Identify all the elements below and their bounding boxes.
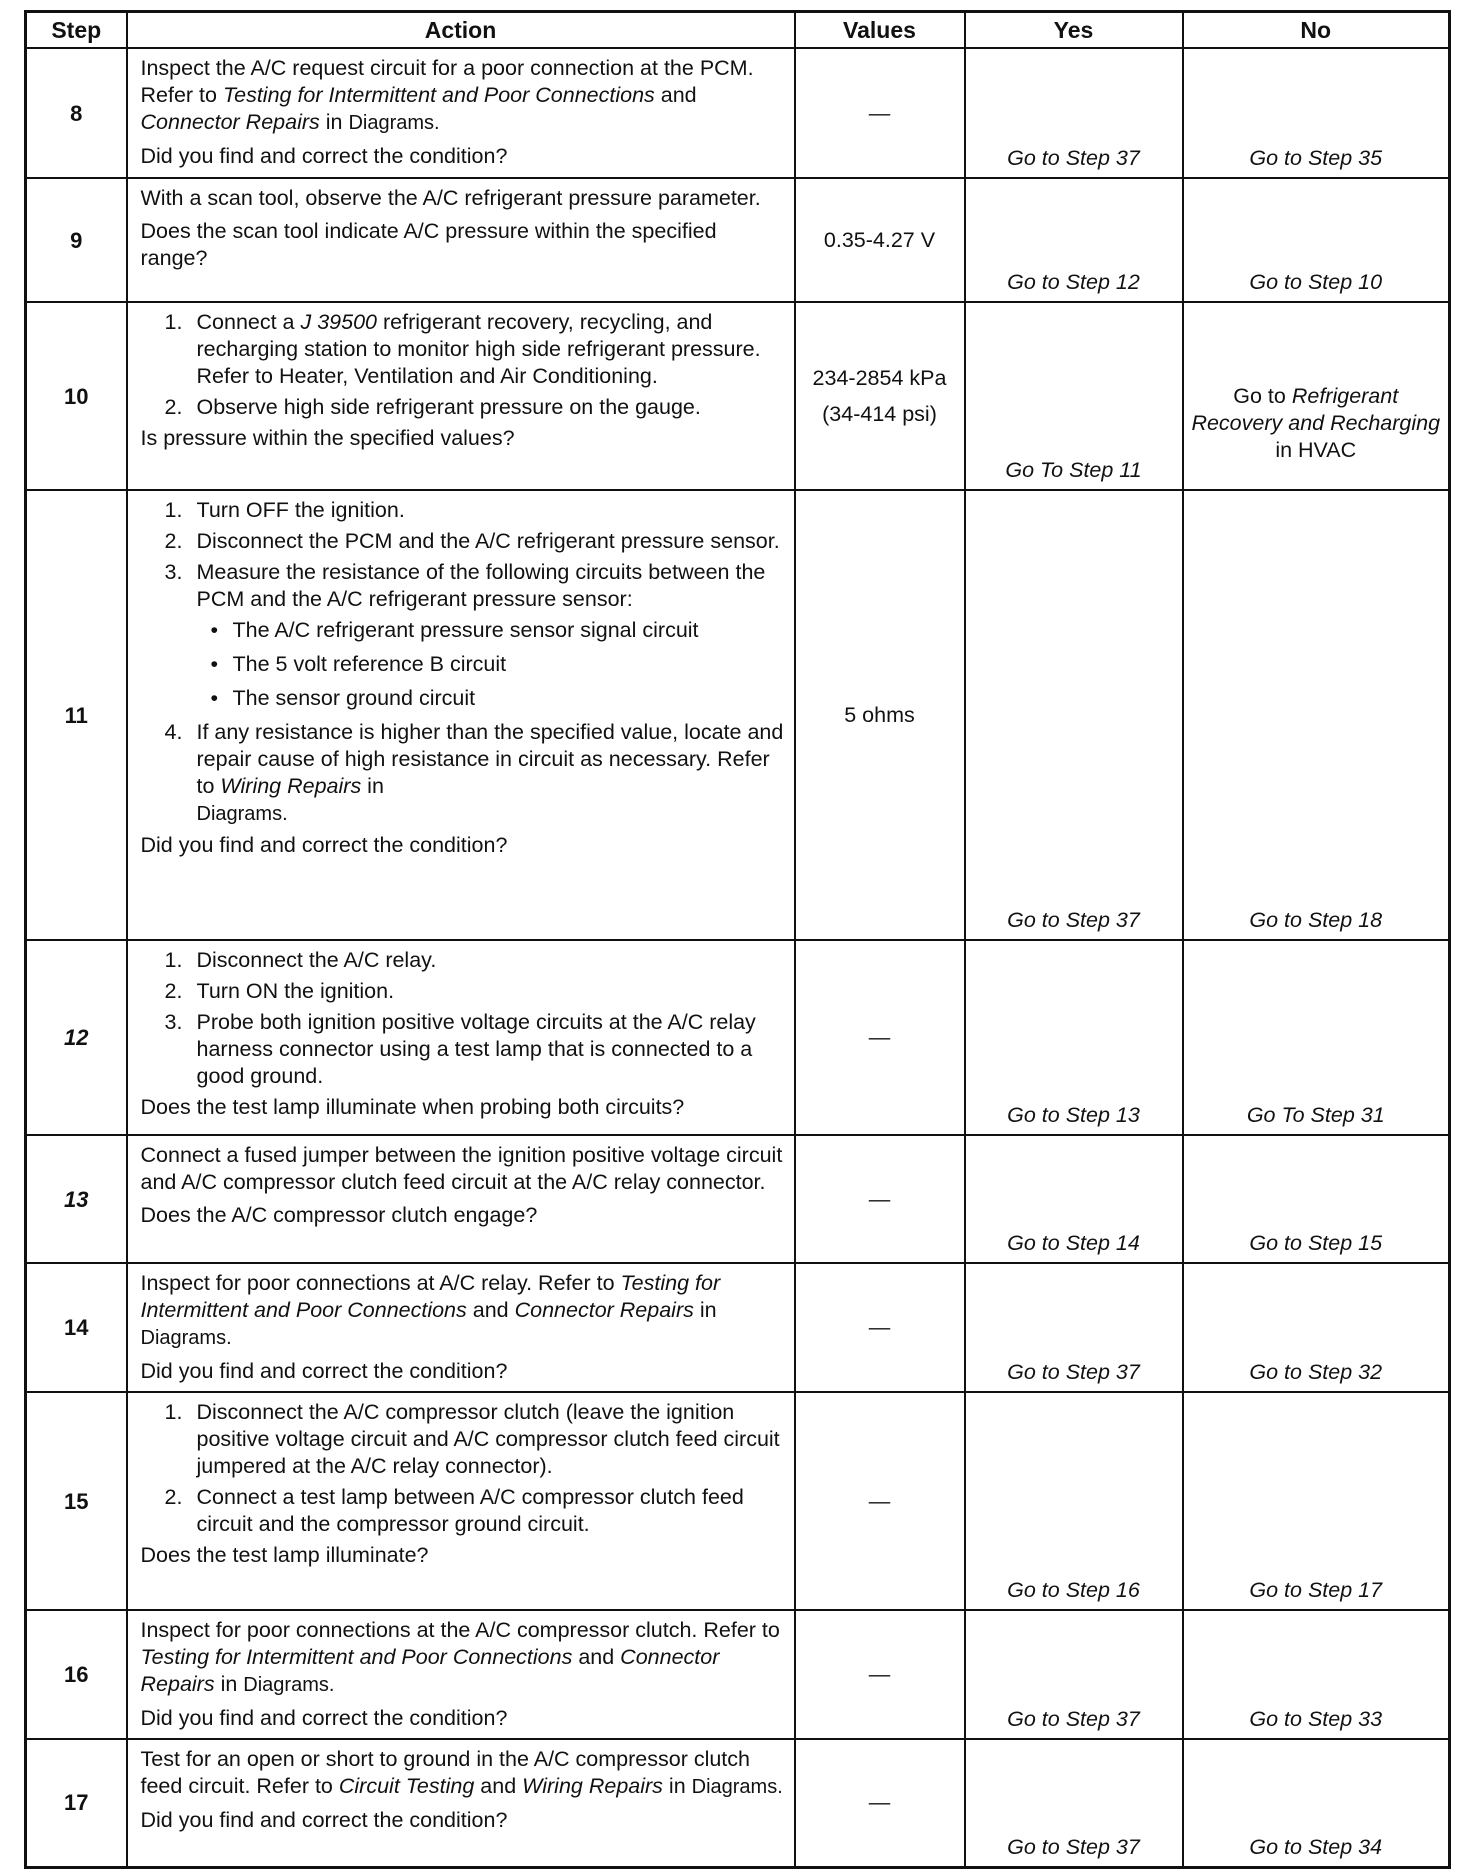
instruction-item: 3. Measure the resistance of the following circuits between the PCM and the A/C refrigerant pressure sensor: • The A/C refrigerant pressure sensor signal circuit • The 5 volt reference B circuit • The sensor ground circuit bbox=[141, 559, 786, 712]
instruction-item: 1. Connect a J 39500 refrigerant recovery, recycling, and recharging station to monitor high side refrigerant pressure. Refer to Heater, Ventilation and Air Conditioning. bbox=[164, 310, 761, 388]
action-text: With a scan tool, observe the A/C refrigerant pressure parameter. bbox=[140, 186, 761, 210]
table-row bbox=[26, 178, 1450, 302]
instruction-list bbox=[141, 497, 786, 828]
step-number: 15 bbox=[26, 1392, 127, 1610]
no-cell: Go to Step 15 bbox=[1183, 1135, 1450, 1263]
values-cell: — bbox=[795, 1739, 965, 1867]
action-cell bbox=[127, 48, 795, 178]
action-text: Inspect for poor connections at A/C relay. Refer to Testing for Intermittent and Poor Connections and Connector Repairs in Diagrams. bbox=[140, 1271, 721, 1349]
values-cell: 5 ohms bbox=[795, 490, 965, 940]
diagnostic-table bbox=[24, 10, 1451, 1869]
table-row bbox=[26, 302, 1450, 490]
header-row bbox=[26, 12, 1450, 49]
yes-cell: Go to Step 37 bbox=[965, 48, 1183, 178]
circuit-list bbox=[197, 617, 786, 712]
circuit-item: • The sensor ground circuit bbox=[197, 685, 786, 712]
step-number: 17 bbox=[26, 1739, 127, 1867]
no-cell: Go to Step 35 bbox=[1183, 48, 1450, 178]
no-cell: Go to Refrigerant Recovery and Recharging in HVAC bbox=[1183, 302, 1450, 490]
step-number: 12 bbox=[26, 940, 127, 1135]
step-number: 11 bbox=[26, 490, 127, 940]
yes-cell: Go to Step 37 bbox=[965, 1263, 1183, 1392]
instruction-item: 1. Turn OFF the ignition. bbox=[164, 498, 405, 522]
no-cell: Go to Step 17 bbox=[1183, 1392, 1450, 1610]
instruction-list bbox=[141, 1399, 786, 1538]
no-cell: Go to Step 18 bbox=[1183, 490, 1450, 940]
no-cell: Go to Step 10 bbox=[1183, 178, 1450, 302]
no-cell: Go To Step 31 bbox=[1183, 940, 1450, 1135]
yes-cell: Go to Step 14 bbox=[965, 1135, 1183, 1263]
step-number: 8 bbox=[26, 48, 127, 178]
action-text: Inspect for poor connections at the A/C compressor clutch. Refer to Testing for Intermittent and Poor Connections and Connector Repairs in Diagrams. bbox=[140, 1618, 780, 1696]
step-number: 16 bbox=[26, 1610, 127, 1739]
action-cell bbox=[127, 1263, 795, 1392]
diagnostic-table-page bbox=[24, 10, 1448, 1869]
circuit-item: • The 5 volt reference B circuit bbox=[197, 651, 786, 678]
yes-cell: Go to Step 37 bbox=[965, 1739, 1183, 1867]
table-row bbox=[26, 1135, 1450, 1263]
action-question: Did you find and correct the condition? bbox=[140, 1706, 508, 1730]
action-cell bbox=[127, 490, 795, 940]
action-cell bbox=[127, 178, 795, 302]
instruction-item: 4. If any resistance is higher than the specified value, locate and repair cause of high resistance in circuit as necessary. Refer to Wiring Repairs in Diagrams. bbox=[164, 720, 784, 825]
values-cell: — bbox=[795, 1392, 965, 1610]
yes-cell: Go to Step 16 bbox=[965, 1392, 1183, 1610]
yes-cell: Go to Step 12 bbox=[965, 178, 1183, 302]
yes-cell: Go To Step 11 bbox=[965, 302, 1183, 490]
values-cell: — bbox=[795, 1610, 965, 1739]
action-cell bbox=[127, 1135, 795, 1263]
action-text: Connect a fused jumper between the ignition positive voltage circuit and A/C compressor clutch feed circuit at the A/C relay connector. bbox=[140, 1143, 783, 1194]
action-question: Did you find and correct the condition? bbox=[140, 833, 508, 857]
value-psi: (34-414 psi) bbox=[822, 402, 937, 426]
no-cell: Go to Step 34 bbox=[1183, 1739, 1450, 1867]
table-row bbox=[26, 1610, 1450, 1739]
values-cell: — bbox=[795, 940, 965, 1135]
step-number: 10 bbox=[26, 302, 127, 490]
action-question: Is pressure within the specified values? bbox=[140, 426, 515, 450]
action-text: Inspect the A/C request circuit for a poor connection at the PCM. Refer to Testing for Intermittent and Poor Connections and Connector Repairs in Diagrams. bbox=[140, 56, 754, 134]
action-text: Test for an open or short to ground in the A/C compressor clutch feed circuit. Refer to Circuit Testing and Wiring Repairs in Diagrams. bbox=[140, 1747, 783, 1798]
table-row bbox=[26, 1392, 1450, 1610]
instruction-item: 3. Probe both ignition positive voltage circuits at the A/C relay harness connector using a test lamp that is connected to a good ground. bbox=[164, 1010, 756, 1088]
values-cell bbox=[795, 302, 965, 490]
values-cell: 0.35-4.27 V bbox=[795, 178, 965, 302]
step-number: 14 bbox=[26, 1263, 127, 1392]
instruction-item: 1. Disconnect the A/C compressor clutch (leave the ignition positive voltage circuit and A/C compressor clutch feed circuit jumpered at the A/C relay connector). bbox=[164, 1400, 780, 1478]
instruction-item: 2. Connect a test lamp between A/C compressor clutch feed circuit and the compressor ground circuit. bbox=[164, 1485, 744, 1536]
action-question: Does the A/C compressor clutch engage? bbox=[140, 1203, 538, 1227]
action-cell bbox=[127, 1739, 795, 1867]
table-row bbox=[26, 490, 1450, 940]
yes-cell: Go to Step 37 bbox=[965, 1610, 1183, 1739]
header-values: Values bbox=[795, 12, 965, 49]
table-row bbox=[26, 1739, 1450, 1867]
value-kpa: 234-2854 kPa bbox=[812, 366, 947, 390]
header-yes: Yes bbox=[965, 12, 1183, 49]
yes-cell: Go to Step 13 bbox=[965, 940, 1183, 1135]
yes-cell: Go to Step 37 bbox=[965, 490, 1183, 940]
circuit-item: • The A/C refrigerant pressure sensor signal circuit bbox=[197, 617, 786, 644]
action-cell bbox=[127, 940, 795, 1135]
values-cell: — bbox=[795, 1135, 965, 1263]
action-question: Does the scan tool indicate A/C pressure within the specified range? bbox=[140, 219, 717, 270]
action-question: Does the test lamp illuminate when probing both circuits? bbox=[140, 1095, 685, 1119]
action-cell bbox=[127, 1392, 795, 1610]
action-cell bbox=[127, 1610, 795, 1739]
table-row bbox=[26, 1263, 1450, 1392]
instruction-list bbox=[141, 309, 786, 421]
header-no: No bbox=[1183, 12, 1450, 49]
no-cell: Go to Step 33 bbox=[1183, 1610, 1450, 1739]
action-question: Did you find and correct the condition? bbox=[140, 1359, 508, 1383]
action-question: Does the test lamp illuminate? bbox=[140, 1543, 429, 1567]
header-step: Step bbox=[26, 12, 127, 49]
action-question: Did you find and correct the condition? bbox=[140, 144, 508, 168]
step-number: 9 bbox=[26, 178, 127, 302]
step-number: 13 bbox=[26, 1135, 127, 1263]
instruction-item: 2. Disconnect the PCM and the A/C refrigerant pressure sensor. bbox=[164, 529, 780, 553]
no-cell: Go to Step 32 bbox=[1183, 1263, 1450, 1392]
instruction-item: 2. Turn ON the ignition. bbox=[164, 979, 395, 1003]
action-cell bbox=[127, 302, 795, 490]
instruction-list bbox=[141, 947, 786, 1090]
table-row bbox=[26, 48, 1450, 178]
values-cell: — bbox=[795, 1263, 965, 1392]
header-action: Action bbox=[127, 12, 795, 49]
action-question: Did you find and correct the condition? bbox=[140, 1808, 508, 1832]
table-row bbox=[26, 940, 1450, 1135]
values-cell: — bbox=[795, 48, 965, 178]
instruction-item: 1. Disconnect the A/C relay. bbox=[164, 948, 437, 972]
instruction-item: 2. Observe high side refrigerant pressure on the gauge. bbox=[164, 395, 701, 419]
